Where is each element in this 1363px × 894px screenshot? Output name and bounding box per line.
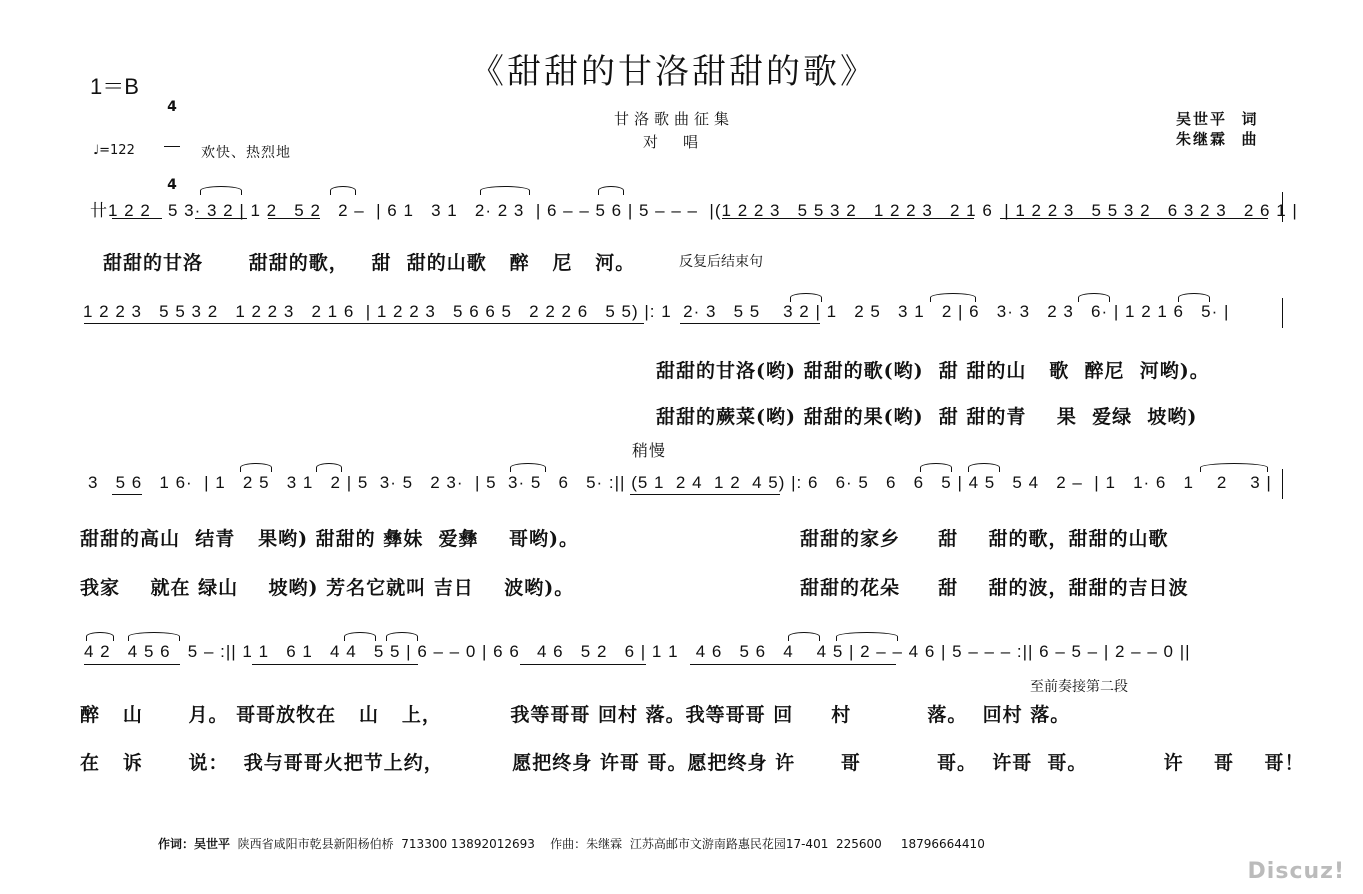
slur (128, 632, 180, 641)
slur (386, 632, 418, 641)
slur (968, 463, 1000, 472)
lyric-line-3b-right: 甜甜的花朵 甜 甜的波，甜甜的吉日波 (800, 577, 1189, 599)
time-signature-top: 4 (167, 99, 177, 115)
beam (690, 664, 896, 665)
slur (920, 463, 952, 472)
expression-mark: 欢快、热烈地 (201, 145, 291, 161)
watermark-logo: Discuz! (1247, 859, 1345, 884)
ending-note: 反复后结束句 (679, 254, 763, 270)
slur (598, 186, 624, 195)
beam (520, 664, 646, 665)
notation-line-2: 1 2 2 3 5 5 3 2 1 2 2 3 2 1 6 | 1 2 2 3 5 6 6 5 2 2 2 6 5 5) |: 1 2· 3 5 5 3 2 | 1 2 5 3 1 2 | 6 3· 3 2 3 6· | 1 2 1 6 5· | (83, 302, 1230, 321)
lyric-line-3a-right: 甜甜的家乡 甜 甜的歌，甜甜的山歌 (800, 528, 1169, 550)
lyric-line-2b: 甜甜的蕨菜(哟) 甜甜的果(哟) 甜 甜的青 果 爱绿 坡哟) (656, 406, 1198, 428)
beam (252, 664, 418, 665)
beam (84, 323, 644, 324)
subtitle-collection: 甘洛歌曲征集 (614, 110, 735, 128)
slur (240, 463, 272, 472)
slur (1178, 293, 1210, 302)
slur (790, 293, 822, 302)
beam (84, 664, 180, 665)
subtitle-duet: 对 唱 (643, 133, 704, 151)
slur (1200, 463, 1268, 472)
notation-line-4: 4 2 4 5 6 5 – :|| 1 1 6 1 4 4 5 5 | 6 – – 0 | 6 6 4 6 5 2 6 | 1 1 4 6 5 6 4 4 5 | 2 – – 4 6 | 5 – – – :|| 6 – 5 – | 2 – – 0 || (84, 642, 1191, 661)
beam (195, 218, 247, 219)
footer-lyricist: 作词：吴世平 (158, 837, 231, 851)
notation-line-3: 3 5 6 1 6· | 1 2 5 3 1 2 | 5 3· 5 2 3· | 5 3· 5 6 5· :|| (5 1 2 4 1 2 4 5) |: 6 6· 5 6 6 5 | 4 5 5 4 2 – | 1 1· 6 1 2 3 | (88, 473, 1272, 492)
slur (930, 293, 976, 302)
lyricist-credit: 吴世平 词 (1176, 110, 1259, 128)
lyric-line-1: 甜甜的甘洛 甜甜的歌， 甜 甜的山歌 醉 尼 河。 (103, 252, 636, 274)
beam (630, 494, 780, 495)
slur (86, 632, 114, 641)
slur (330, 186, 356, 195)
footer-lyricist-address: 陕西省咸阳市乾县新阳杨伯桥 713300 13892012693 (237, 837, 535, 851)
beam (268, 218, 320, 219)
beam (112, 218, 162, 219)
lyric-line-3a: 甜甜的高山 结青 果哟) 甜甜的 彝妹 爱彝 哥哟)。 (80, 528, 579, 550)
slur (836, 632, 898, 641)
key-signature: 1＝B (90, 74, 139, 99)
lyric-line-2a: 甜甜的甘洛(哟) 甜甜的歌(哟) 甜 甜的山 歌 醉尼 河哟)。 (656, 360, 1210, 382)
slur (1078, 293, 1110, 302)
slur (480, 186, 530, 195)
beam (680, 323, 820, 324)
slur (200, 186, 242, 195)
footer-composer-address: 江苏高邮市文游南路惠民花园17-401 225600 18796664410 (629, 837, 985, 851)
time-signature-bottom: 4 (167, 177, 177, 193)
barline-end (1282, 192, 1283, 222)
slur (788, 632, 820, 641)
beam (112, 494, 142, 495)
beam (1000, 218, 1268, 219)
barline-end (1282, 469, 1283, 499)
lyric-line-4a: 醉 山 月。 哥哥放牧在 山 上， 我等哥哥 回村 落。我等哥哥 回 村 落。 回村 落。 (80, 704, 1071, 726)
slur (316, 463, 342, 472)
slow-marking: 稍慢 (632, 441, 667, 460)
footer-contact (158, 835, 985, 852)
song-title: 《甜甜的甘洛甜甜的歌》 (470, 52, 877, 92)
repeat-instruction: 至前奏接第二段 (1030, 679, 1128, 695)
tempo-mark: ♩=122 (93, 143, 135, 158)
composer-credit: 朱继霖 曲 (1176, 130, 1259, 148)
slur (510, 463, 546, 472)
barline-end (1282, 298, 1283, 328)
footer-composer: 作曲：朱继霖 (550, 837, 623, 851)
time-signature-bar (164, 146, 180, 147)
lyric-line-3b: 我家 就在 绿山 坡哟) 芳名它就叫 吉日 波哟)。 (80, 577, 575, 599)
notation-line-1: 卄1 2 2 5 3· 3 2 | 1 2 5 2 2 – | 6 1 3 1 2· 2 3 | 6 – – 5 6 | 5 – – – |(1 2 2 3 5 5 3 2 1 2 2 3 2 1 6 | 1 2 2 3 5 5 3 2 6 3 2 3 2 6 1 | (90, 201, 1298, 220)
slur (344, 632, 376, 641)
beam (722, 218, 974, 219)
lyric-line-4b: 在 诉 说： 我与哥哥火把节上约， 愿把终身 许哥 哥。愿把终身 许 哥 哥。 许哥 哥。 许 哥 哥！ (80, 752, 1305, 774)
